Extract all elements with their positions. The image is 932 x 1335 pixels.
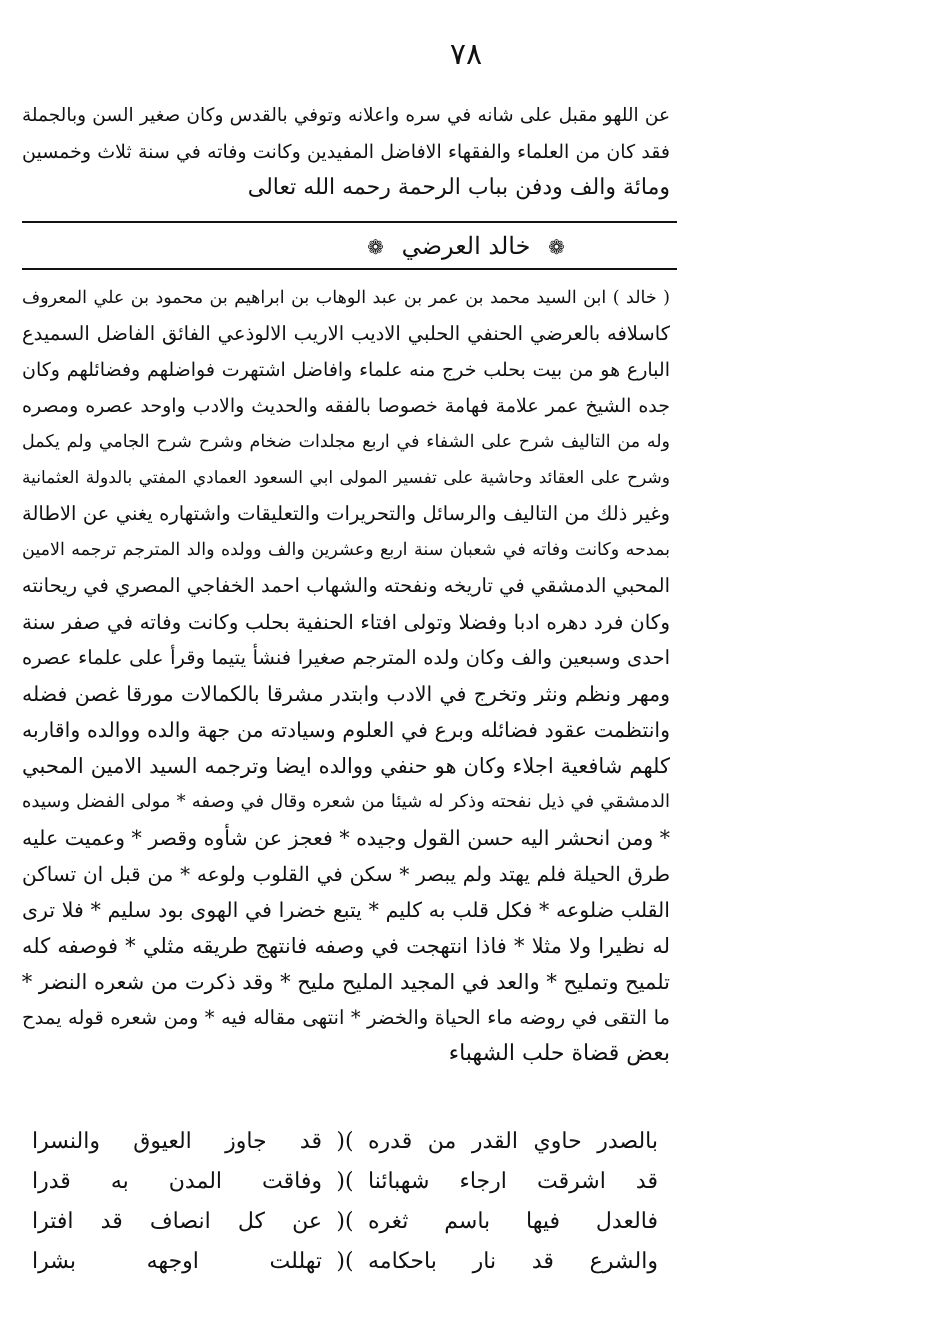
text-line: كلهم شافعية اجلاء وكان هو حنفي ووالده ايضا وترجمه السيد الامين المحبي <box>22 754 670 778</box>
poem-verse <box>32 1242 658 1282</box>
text-line: وله من التاليف شرح على الشفاء في اربع مجلدات ضخام وشرح شرح الجامي ولم يكمل <box>22 432 670 452</box>
text-line: ومهر ونظم ونثر وتخرج في الادب وابتدر مشرقا بالكمالات مورقا غصن فضله <box>22 682 670 706</box>
heading-title: خالد العرضي <box>401 232 531 260</box>
verse-separator: )( <box>336 1169 354 1194</box>
poem-verse <box>32 1122 658 1162</box>
verse-first-hemistich: قد اشرقت ارجاء شهبائنا <box>368 1169 658 1194</box>
section-heading <box>0 226 932 266</box>
poem-verse <box>32 1162 658 1202</box>
text-line: ما التقى في روضه ماء الحياة والخضر * انتهى مقاله فيه * ومن شعره قوله يمدح <box>22 1006 670 1029</box>
verse-second-hemistich: وفاقت المدن به قدرا <box>32 1169 322 1194</box>
verse-second-hemistich: عن كل انصاف قد افترا <box>32 1209 322 1234</box>
text-line: وشرح على العقائد وحاشية على تفسير المولى ابي السعود العمادي المفتي بالدولة العثمانية <box>22 468 670 488</box>
verse-second-hemistich: تهللت اوجهه بشرا <box>32 1249 322 1274</box>
text-line: له نظيرا ولا مثلا * فاذا انتهجت في وصفه فانتهج طريقه مثلي * فوصفه كله <box>22 934 670 958</box>
text-line: تلميح وتمليح * والعد في المجيد المليح مليح * وقد ذكرت من شعره النضر * <box>22 970 670 994</box>
poem-verse <box>32 1202 658 1242</box>
heading-rule <box>22 268 677 270</box>
verse-separator: )( <box>336 1209 354 1234</box>
page-number: ٧٨ <box>449 37 483 72</box>
text-line: وانتظمت عقود فضائله وبرع في العلوم وسيادته من جهة والده ووالده واقاربه <box>22 718 670 742</box>
poem <box>32 1122 658 1282</box>
text-line: القلب ضلوعه * فكل قلب به كليم * يتبع خضرا في الهوى بود سليم * فلا ترى <box>22 898 670 922</box>
verse-second-hemistich: قد جاوز العيوق والنسرا <box>32 1129 322 1154</box>
ornament-icon: ❁ <box>367 235 384 259</box>
text-line: الدمشقي في ذيل نفحته وذكر له شيئا من شعره وقال في وصفه * مولى الفضل وسيده <box>22 791 670 812</box>
verse-first-hemistich: فالعدل فيها باسم ثغره <box>368 1209 658 1234</box>
text-line: وكان فرد دهره ادبا وفضلا وتولى افتاء الحنفية بحلب وكانت وفاته في صفر سنة <box>22 610 670 634</box>
text-line: بعض قضاة حلب الشهباء <box>448 1041 670 1066</box>
intro-paragraph <box>22 98 670 206</box>
text-line: * ومن انحشر اليه حسن القول وجيده * فعجز عن شأوه وقصر * وعميت عليه <box>22 826 670 850</box>
verse-separator: )( <box>336 1129 354 1154</box>
text-line: طرق الحيلة فلم يهتد ولم يبصر * سكن في القلوب ولوعه * من قبل ان تساكن <box>22 862 670 886</box>
verse-separator: )( <box>336 1249 354 1274</box>
text-line: فقد كان من العلماء والفقهاء الافاضل المفيدين وكانت وفاته في سنة ثلاث وخمسين <box>22 141 670 163</box>
verse-first-hemistich: بالصدر حاوي القدر من قدره <box>368 1129 658 1154</box>
verse-first-hemistich: والشرع قد نار باحكامه <box>368 1249 658 1274</box>
biography-paragraph <box>22 280 670 1072</box>
text-line: البارع هو من بيت بحلب خرج منه علماء وافاضل اشتهرت فواضلهم وفضائلهم وكان <box>22 359 670 381</box>
text-line: ( خالد ) ابن السيد محمد بن عمر بن عبد الوهاب بن ابراهيم بن محمود بن علي المعروف <box>22 288 670 308</box>
text-line: ومائة والف ودفن بباب الرحمة رحمه الله تعالى <box>247 175 670 200</box>
text-line: وغير ذلك من التاليف والرسائل والتحريرات والتعليقات واشتهاره يغني عن الاطالة <box>22 502 670 525</box>
text-line: عن اللهو مقبل على شانه في سره واعلانه وتوفي بالقدس وكان صغير السن وبالجملة <box>22 105 670 126</box>
text-line: جده الشيخ عمر علامة فهامة خصوصا بالفقه والحديث والادب واوحد عصره ومصره <box>22 395 670 417</box>
top-rule <box>22 221 677 223</box>
text-line: المحبي الدمشقي في تاريخه ونفحته والشهاب احمد الخفاجي المصري في ريحانته <box>22 574 670 597</box>
text-line: بمدحه وكانت وفاته في شعبان سنة اربع وعشرين والف وولده والد المترجم ترجمه الامين <box>22 540 670 560</box>
ornament-icon: ❁ <box>548 235 565 259</box>
text-line: كاسلافه بالعرضي الحنفي الحلبي الاديب الاريب الالوذعي الفائق الفاضل السميدع <box>22 322 670 345</box>
text-line: احدى وسبعين والف وكان ولده المترجم صغيرا فنشأ يتيما وقرأ على علماء عصره <box>22 646 670 669</box>
